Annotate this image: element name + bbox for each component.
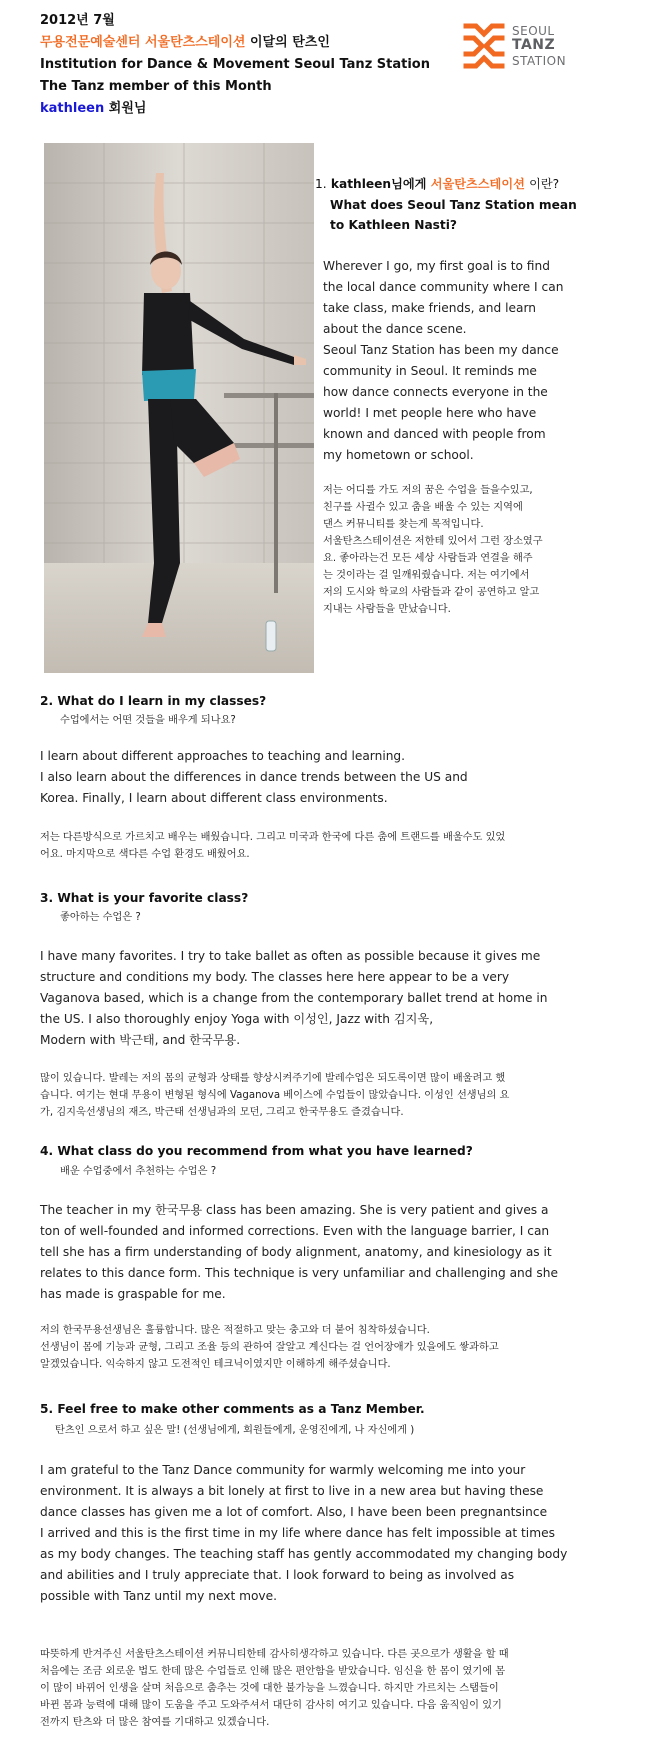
dancer-photo [44,143,314,673]
q3-answer-ko-line: 가, 김지욱선생님의 재즈, 박근태 선생님과의 모던, 그리고 한국무용도 즐겼습니다. [40,1107,404,1118]
q5-answer-en-line: as my body changes. The teaching staff has gently accommodated my changing body [40,1547,568,1561]
q5-title: 5. Feel free to make other comments as a Tanz Member. [40,1402,425,1416]
q1-answer-en-line: known and danced with people from [323,427,546,441]
q3-answer-en-line: Vaganova based, which is a change from the contemporary ballet trend at home in [40,991,548,1005]
q1-answer-ko-line: 서울탄츠스테이션은 저한테 있어서 그런 장소였구 [323,536,543,547]
q5-answer-en-line: possible with Tanz until my next move. [40,1589,278,1603]
q1-tail-ko: 이란? [529,177,560,191]
q1-station-part: 서울탄츠스테이션 [430,177,525,191]
q4-answer-ko [40,1322,640,1373]
q1-title-en-2: to Kathleen Nasti? [330,218,457,232]
q1-answer-en-line: how dance connects everyone in the [323,385,548,399]
q1-answer-ko-line: 는 것이라는 걸 일깨워줬습니다. 저는 여기에서 [323,570,530,581]
q5-answer-ko-line: 전까지 탄츠와 더 많은 참여를 기대하고 있겠습니다. [40,1717,270,1728]
q5-answer-en-line: dance classes has given me a lot of comfort. Also, I have been been pregnantsince [40,1505,548,1519]
q1-title-en-1: What does Seoul Tanz Station mean [330,198,577,212]
q5-answer-ko-line: 따뜻하게 반겨주신 서울탄츠스테이션 커뮤니티한테 감사히생각하고 있습니다. 다른 곳으로가 생활을 할 때 [40,1649,509,1660]
q4-title-ko: 배운 수업중에서 추천하는 수업은 ? [60,1166,217,1177]
q1-answer-en-line: take class, make friends, and learn [323,301,537,315]
q1-answer-en-line: my hometown or school. [323,448,474,462]
q4-answer-en-line: has made is graspable for me. [40,1287,226,1301]
header-member-name: kathleen [40,101,105,116]
q1-answer-en-line: Seoul Tanz Station has been my dance [323,343,559,357]
q5-answer-en [40,1460,640,1607]
seoul-tanz-station-logo [462,20,567,74]
q2-answer-ko-line: 저는 다른방식으로 가르치고 배우는 배웠습니다. 그리고 미국과 한국에 다른 춤에 트랜드를 배울수도 있었 [40,832,506,843]
q3-title-ko: 좋아하는 수업은 ? [60,912,141,923]
q1-answer-ko-line: 댄스 커뮤니티를 찾는게 목적입니다. [323,519,484,530]
q1-answer-en-line: world! I met people here who have [323,406,537,420]
q2-answer-en-line: I learn about different approaches to teaching and learning. [40,749,406,763]
header-date: 2012년 7월 [40,13,115,28]
q3-answer-en-line: I have many favorites. I try to take ballet as often as possible because it gives me [40,949,541,963]
q1-answer-ko-line: 친구를 사귈수 있고 춤을 배울 수 있는 지역에 [323,502,523,513]
q4-title: 4. What class do you recommend from what you have learned? [40,1144,473,1158]
logo-line3: STATION [512,54,567,68]
q5-answer-en-line: and abilities and I truly appreciate that. I look forward to being as involved as [40,1568,515,1582]
header-center-line [40,32,330,54]
q4-answer-ko-line: 저의 한국무용선생님은 훌륭합니다. 많은 적절하고 맞는 충고와 더 붙어 침착하셨습니다. [40,1325,430,1336]
q5-answer-en-line: I am grateful to the Tanz Dance community for warmly welcoming me into your [40,1463,526,1477]
q2-answer-en-line: I also learn about the differences in dance trends between the US and [40,770,468,784]
q3-answer-ko-line: 많이 있습니다. 발레는 저의 몸의 균형과 상태를 향상시켜주기에 발레수업은 되도록이면 많이 배울려고 했 [40,1073,506,1084]
header-institution-en: Institution for Dance & Movement Seoul Tanz Station [40,57,430,72]
q3-answer-en-line: the US. I also thoroughly enjoy Yoga with 이성인, Jazz with 김지욱, [40,1012,434,1026]
header-member-line [40,98,146,120]
q1-name-part: kathleen님에게 [330,177,427,191]
header-member-month-ko: 이달의 탄츠인 [250,35,330,50]
q1-answer-ko-line: 저는 어디를 가도 저의 꿈은 수업을 들을수있고, [323,485,533,496]
q5-answer-ko-line: 이 많이 바뀌어 인생을 살며 처음으로 춤추는 것에 대한 불가능을 느꼈습니다. 하지만 가르치는 스탭들이 [40,1683,499,1694]
q4-answer-ko-line: 알겠었습니다. 익숙하지 않고 도전적인 테크닉이였지만 이해하게 해주셨습니다. [40,1359,391,1370]
q4-answer-ko-line: 선생님이 몸에 기능과 균형, 그리고 조율 등의 관하여 잘알고 계신다는 걸 언어장애가 있을에도 쌓과하고 [40,1342,499,1353]
q1-answer-en-line: Wherever I go, my first goal is to find [323,259,550,273]
q1-number: 1. [315,177,327,191]
q1-answer-en-line: the local dance community where I can [323,280,564,294]
q1-answer-ko [323,482,653,618]
q3-answer-ko-line: 습니다. 여기는 현대 무용이 변형된 형식에 Vaganova 베이스에 수업들이 많았습니다. 이성인 선생님의 요 [40,1090,510,1101]
q3-title: 3. What is your favorite class? [40,891,249,905]
q5-answer-ko-line: 처음에는 조금 외로운 법도 한데 많은 수업들로 인해 많은 편안함을 받았습니다. 임신을 한 몸이 였기에 몸 [40,1666,506,1677]
q1-answer-en-line: about the dance scene. [323,322,467,336]
q1-answer-ko-line: 요. 좋아라는건 모든 세상 사람들과 연결을 해주 [323,553,533,564]
dancer-photo-illustration [44,143,314,673]
q3-answer-en-line: Modern with 박근태, and 한국무용. [40,1033,241,1047]
logo-line1: SEOUL [512,24,555,38]
q2-answer-en-line: Korea. Finally, I learn about different class environments. [40,791,388,805]
q2-answer-ko-line: 어요. 마지막으로 색다른 수업 환경도 배웠어요. [40,849,250,860]
q3-answer-ko [40,1070,640,1121]
q2-title: 2. What do I learn in my classes? [40,694,267,708]
header-member-month-en: The Tanz member of this Month [40,79,272,94]
q1-answer-en [323,256,653,466]
q2-answer-en [40,746,640,809]
q1-answer-en-line: community in Seoul. It reminds me [323,364,537,378]
logo-mark-icon [462,20,506,72]
q4-answer-en-line: ton of well-founded and informed corrections. Even with the language barrier, I can [40,1224,550,1238]
q4-answer-en-line: relates to this dance form. This technique is very unfamiliar and challenging and she [40,1266,558,1280]
q1-answer-ko-line: 저의 도시와 학교의 사람들과 같이 공연하고 알고 [323,587,540,598]
q4-answer-en-line: tell she has a firm understanding of body alignment, anatomy, and kinesiology as it [40,1245,552,1259]
logo-line2: TANZ [512,37,556,53]
q1-title-ko [315,174,559,194]
q2-title-ko: 수업에서는 어떤 것들을 배우게 되나요? [60,715,236,726]
q5-answer-ko-line: 바뀐 몸과 능력에 대해 많이 도움을 주고 도와주셔서 대단히 감사히 여기고 있습니다. 다음 움직임이 있기 [40,1700,502,1711]
q2-answer-ko [40,829,640,863]
q5-answer-ko [40,1646,640,1731]
q4-answer-en [40,1200,640,1305]
q3-answer-en [40,946,640,1051]
q5-answer-en-line: environment. It is always a bit lonely at first to live in a new area but having these [40,1484,544,1498]
header-member-suffix: 회원님 [108,101,147,116]
q5-answer-en-line: I arrived and this is the first time in my life where dance has felt impossible at times [40,1526,555,1540]
q5-title-ko: 탄츠인 으로서 하고 싶은 말! (선생님에게, 회원들에게, 운영진에게, 나 자신에게 ) [55,1425,415,1436]
q3-answer-en-line: structure and conditions my body. The classes here here appear to be a very [40,970,510,984]
q4-answer-en-line: The teacher in my 한국무용 class has been amazing. She is very patient and gives a [40,1203,549,1217]
q1-answer-ko-line: 지내는 사람들을 만났습니다. [323,604,451,615]
header-center-ko: 무용전문예술센터 서울탄츠스테이션 [40,35,246,50]
